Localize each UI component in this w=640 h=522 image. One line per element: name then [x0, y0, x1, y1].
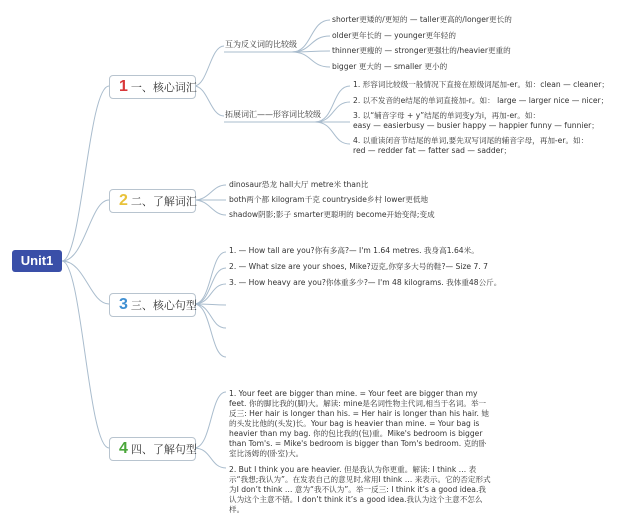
branch-label: 二、了解词汇: [130, 195, 197, 208]
paragraph: 1. Your feet are bigger than mine. = Your feet are bigger than my feet. 你的脚比我的(脚)大。解读: mine是名词性物主代词,相当于名词。举一反三: Her hair is longer than his. = Her hair is longer than his hair. 她的头发比他的(头发)长。Your bag is heavier than mine. = Your bag is heavier than my bag. 你的包比我的(包)重。Mike's bedroom is bigger than Tom's. = Mike's bedroom is bigger than Tom's bedroom. 克的卧室比汤姆的(卧室)大。: [229, 389, 489, 458]
list-item: easy — easierbusy — busier happy — happier funny — funnier；: [353, 121, 599, 130]
list-item: older更年长的 — younger更年轻的: [332, 31, 456, 40]
list-item: 1. — How tall are you?你有多高?— I'm 1.64 metres. 我身高1.64米。: [229, 246, 479, 255]
branch-number: 1: [119, 78, 128, 95]
branch-know-sentences[interactable]: [109, 437, 196, 461]
branch-number: 2: [119, 192, 128, 209]
group-antonym-comparatives[interactable]: 互为反义词的比较级: [225, 40, 297, 49]
list-item: bigger 更大的 — smaller 更小的: [332, 62, 448, 71]
list-item: 3. — How heavy are you?你体重多少?— I'm 48 kilograms. 我体重48公斤。: [229, 278, 502, 287]
branch-core-vocabulary[interactable]: [109, 75, 196, 99]
list-item: 1. 形容词比较级一般情况下直接在原级词尾加-er。如：clean — cleaner；: [353, 80, 609, 89]
list-item: red — redder fat — fatter sad — sadder；: [353, 146, 512, 155]
list-item: shorter更矮的/更短的 — taller更高的/longer更长的: [332, 15, 512, 24]
branch-number: 4: [119, 440, 128, 457]
list-item: shadow阴影;影子 smarter更聪明的 become开始变得;变成: [229, 210, 435, 219]
branch-label: 一、核心词汇: [130, 81, 197, 94]
paragraph: 2. But I think you are heavier. 但是我认为你更重。解读: I think … 表示“我想;我认为”。在发表自己的意见时,常用I think … 来表示。它的否定形式为I don’t think … 意为“我不认为”。举一反三: I think it’s a good idea.我认为这个主意不错。I don’t think it’s a good idea.我认为这个主意不怎么样。: [229, 465, 491, 514]
list-item: 2. — What size are your shoes, Mike?迈克,你穿多大号的鞋?— Size 7. 7: [229, 262, 489, 271]
group-extended-comparatives[interactable]: 拓展词汇——形容词比较级: [225, 110, 321, 119]
list-item: 4. 以重读闭音节结尾的单词,要先双写词尾的辅音字母，再加-er。如：: [353, 136, 589, 145]
branch-know-vocabulary[interactable]: [109, 189, 196, 213]
root-node[interactable]: Unit1: [12, 250, 62, 272]
branch-number: 3: [119, 296, 128, 313]
list-item: both两个都 kilogram千克 countryside乡村 lower更低地: [229, 195, 429, 204]
list-item: dinosaur恐龙 hall大厅 metre米 than比: [229, 180, 369, 189]
branch-core-sentences[interactable]: [109, 293, 196, 317]
branch-label: 三、核心句型: [130, 299, 197, 312]
branch-label: 四、了解句型: [130, 443, 197, 456]
list-item: 2. 以不发音的e结尾的单词直接加-r。如： large — larger nice — nicer；: [353, 96, 609, 105]
list-item: 3. 以“辅音字母 + y”结尾的单词变y为i，再加-er。如：: [353, 111, 541, 120]
list-item: thinner更瘦的 — stronger更强壮的/heavier更重的: [332, 46, 511, 55]
